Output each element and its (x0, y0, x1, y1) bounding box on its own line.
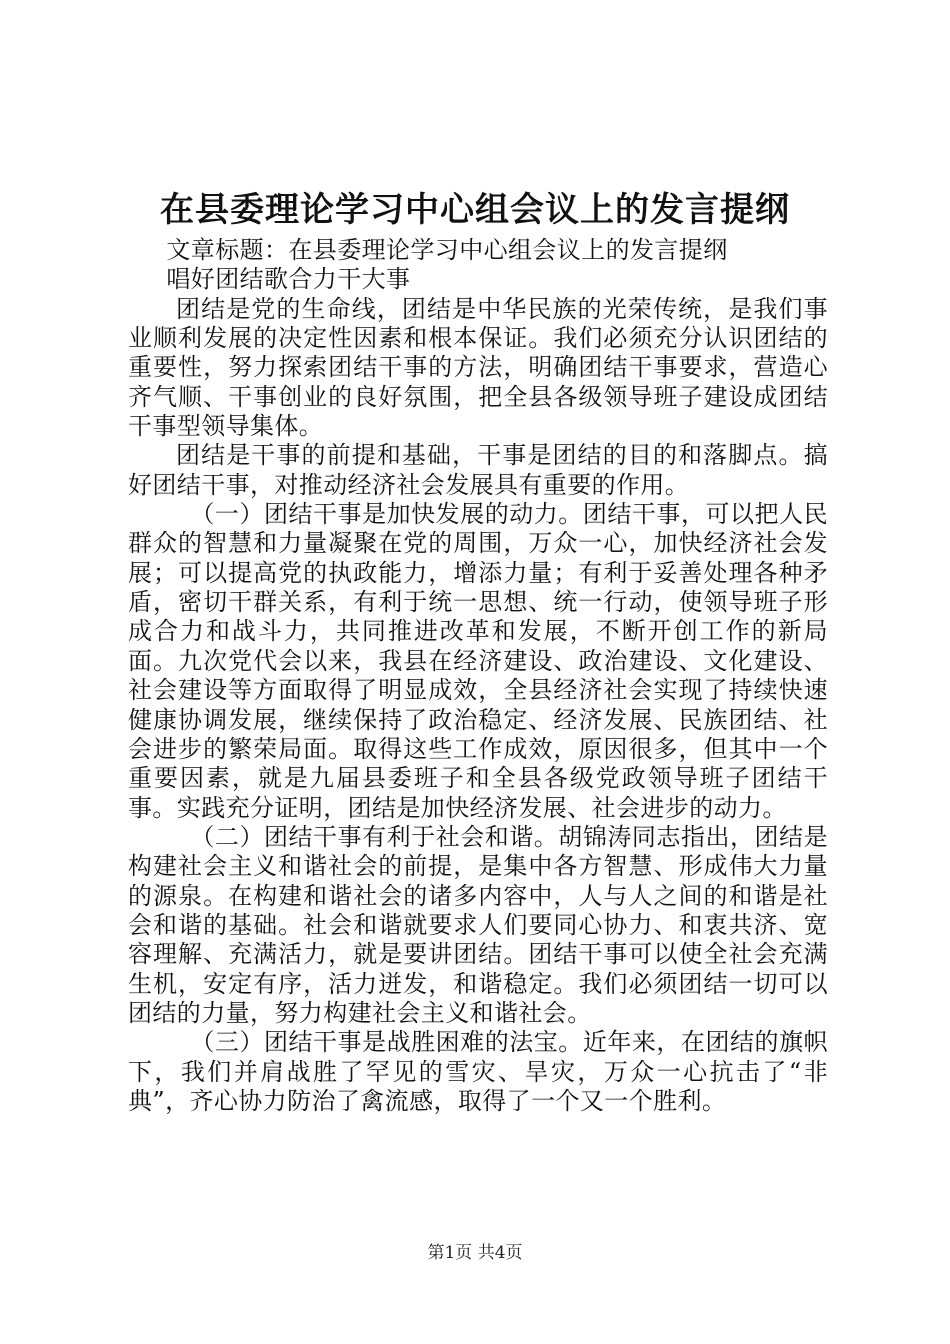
body-paragraph-point-2: （二）团结干事有利于社会和谐。胡锦涛同志指出，团结是构建社会主义和谐社会的前提，是集中各方智慧、形成伟大力量的源泉。在构建和谐社会的诸多内容中，人与人之间的和谐是社会和谐的基础。社会和谐就要求人们要同心协力、和衷共济、宽容理解、充满活力，就是要讲团结。团结干事可以使全社会充满生机，安定有序，活力迸发，和谐稳定。我们必须团结一切可以团结的力量，努力构建社会主义和谐社会。 (128, 822, 828, 1027)
article-title-line: 文章标题：在县委理论学习中心组会议上的发言提纲 (166, 236, 728, 264)
document-title: 在县委理论学习中心组会议上的发言提纲 (160, 190, 790, 230)
page-footer: 第1页 共4页 (427, 1243, 523, 1263)
body-paragraph-point-3: （三）团结干事是战胜困难的法宝。近年来，在团结的旗帜下，我们并肩战胜了罕见的雪灾、旱灾，万众一心抗击了“非典”，齐心协力防治了禽流感，取得了一个又一个胜利。 (128, 1028, 828, 1115)
section-heading: 唱好团结歌合力干大事 (166, 265, 411, 294)
document-body (128, 236, 828, 1116)
body-paragraph: 团结是干事的前提和基础，干事是团结的目的和落脚点。搞好团结干事，对推动经济社会发展具有重要的作用。 (128, 441, 828, 499)
body-paragraph-point-1: （一）团结干事是加快发展的动力。团结干事，可以把人民群众的智慧和力量凝聚在党的周围，万众一心，加快经济社会发展；可以提高党的执政能力，增添力量；有利于妥善处理各种矛盾，密切干群关系，有利于统一思想、统一行动，使领导班子形成合力和战斗力，共同推进改革和发展，不断开创工作的新局面。九次党代会以来，我县在经济建设、政治建设、文化建设、社会建设等方面取得了明显成效，全县经济社会实现了持续快速健康协调发展，继续保持了政治稳定、经济发展、民族团结、社会进步的繁荣局面。取得这些工作成效，原因很多，但其中一个重要因素，就是九届县委班子和全县各级党政领导班子团结干事。实践充分证明，团结是加快经济发展、社会进步的动力。 (128, 500, 828, 822)
body-paragraph: 团结是党的生命线，团结是中华民族的光荣传统，是我们事业顺利发展的决定性因素和根本保证。我们必须充分认识团结的重要性，努力探索团结干事的方法，明确团结干事要求，营造心齐气顺、干事创业的良好氛围，把全县各级领导班子建设成团结干事型领导集体。 (128, 294, 828, 441)
